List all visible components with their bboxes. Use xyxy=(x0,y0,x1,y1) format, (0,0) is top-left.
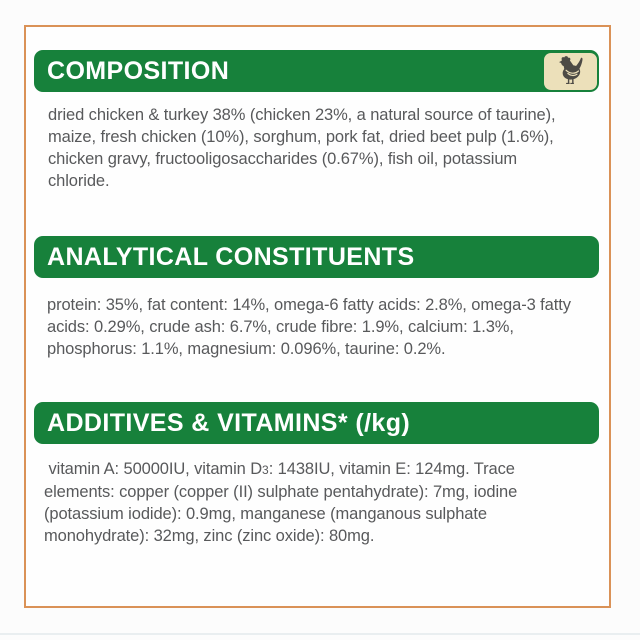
text-line: acids: 0.29%, crude ash: 6.7%, crude fibre: 1.9%, calcium: 1.3%, xyxy=(47,318,514,336)
text-line: elements: copper (copper (II) sulphate pentahydrate): 7mg, iodine xyxy=(44,483,518,501)
text-line: monohydrate): 32mg, zinc (zinc oxide): 80mg. xyxy=(44,527,375,545)
text-line: chicken gravy, fructooligosaccharides (0.67%), fish oil, potassium xyxy=(48,150,518,168)
additives-text xyxy=(44,458,517,547)
section-header-additives-vitamins xyxy=(34,402,599,444)
analytical-text xyxy=(47,294,571,360)
text-line: chloride. xyxy=(48,172,110,190)
additives-title: ADDITIVES & VITAMINS* (/kg) xyxy=(47,408,411,437)
additives-line1-start: vitamin A: 50000IU, vitamin D xyxy=(44,460,263,478)
composition-title: COMPOSITION xyxy=(47,56,230,85)
section-header-analytical-constituents xyxy=(34,236,599,278)
text-line: dried chicken & turkey 38% (chicken 23%, a natural source of taurine), xyxy=(48,106,556,124)
section-header-composition xyxy=(34,50,599,92)
text-line: (potassium iodide): 0.9mg, manganese (manganous sulphate xyxy=(44,505,487,523)
composition-text xyxy=(48,104,556,192)
text-line-with-subscript xyxy=(44,458,517,481)
text-line: protein: 35%, fat content: 14%, omega-6 fatty acids: 2.8%, omega-3 fatty xyxy=(47,296,571,314)
text-line: maize, fresh chicken (10%), sorghum, pork fat, dried beet pulp (1.6%), xyxy=(48,128,554,146)
chicken-icon xyxy=(553,54,587,88)
analytical-title: ANALYTICAL CONSTITUENTS xyxy=(47,242,415,271)
nutrition-info-panel xyxy=(24,25,611,608)
vitamin-d3-subscript: 3 xyxy=(262,463,269,477)
text-line: phosphorus: 1.1%, magnesium: 0.096%, taurine: 0.2%. xyxy=(47,340,446,358)
page-bottom-divider xyxy=(0,633,640,635)
chicken-flavour-badge xyxy=(544,53,597,90)
additives-line1-end: : 1438IU, vitamin E: 124mg. Trace xyxy=(268,460,515,478)
